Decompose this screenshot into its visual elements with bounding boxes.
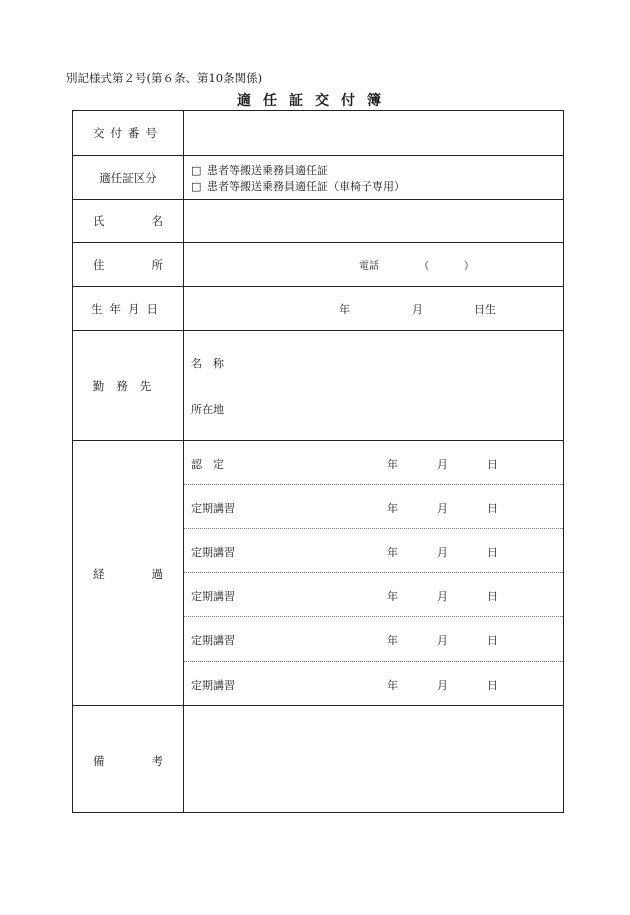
row-divider <box>73 286 563 287</box>
category-option-1-text: 患者等搬送乗務員適任証 <box>207 164 328 177</box>
label-char: 所 <box>151 258 163 272</box>
history-day-unit: 日 <box>487 502 498 515</box>
history-separator <box>184 661 563 662</box>
history-month-unit: 月 <box>437 634 448 647</box>
history-separator <box>184 616 563 617</box>
column-divider <box>183 111 184 812</box>
label-char: 氏 <box>93 214 105 228</box>
register-form <box>72 110 564 813</box>
label-char: 名 <box>151 214 163 228</box>
history-event: 定期講習 <box>191 546 235 559</box>
workplace-name-label: 名 称 <box>191 357 224 370</box>
row-divider <box>73 155 563 156</box>
history-month-unit: 月 <box>437 458 448 471</box>
history-day-unit: 日 <box>487 458 498 471</box>
birth-month-unit: 月 <box>412 303 423 316</box>
history-year-unit: 年 <box>387 502 398 515</box>
history-event: 定期講習 <box>191 679 235 692</box>
history-event: 定期講習 <box>191 502 235 515</box>
history-year-unit: 年 <box>387 590 398 603</box>
workplace-label: 勤務先 <box>92 379 164 393</box>
label-char: 住 <box>93 258 105 272</box>
history-day-unit: 日 <box>487 634 498 647</box>
label-char: 考 <box>151 754 163 768</box>
row-divider <box>73 440 563 441</box>
row-divider <box>73 199 563 200</box>
workplace-location-label: 所在地 <box>191 403 224 416</box>
row-divider <box>73 330 563 331</box>
birth-day-unit: 日生 <box>474 303 496 316</box>
label-char: 備 <box>93 754 105 768</box>
history-month-unit: 月 <box>437 502 448 515</box>
history-year-unit: 年 <box>387 634 398 647</box>
phone-label: 電話 <box>359 261 379 272</box>
row-divider <box>73 242 563 243</box>
certificate-category-label: 適任証区分 <box>99 171 157 185</box>
label-char: 過 <box>151 567 163 581</box>
birthdate-label: 生年月日 <box>91 302 165 316</box>
page-title: 適任証交付簿 <box>237 93 393 109</box>
remarks-label <box>73 753 183 769</box>
birth-year-unit: 年 <box>339 303 350 316</box>
phone-paren-open: （ <box>419 261 429 272</box>
history-month-unit: 月 <box>437 590 448 603</box>
history-day-unit: 日 <box>487 590 498 603</box>
checkbox-icon: □ <box>191 180 202 193</box>
category-option-2 <box>191 178 405 194</box>
history-day-unit: 日 <box>487 679 498 692</box>
history-month-unit: 月 <box>437 546 448 559</box>
address-label <box>73 257 183 273</box>
category-option-2-text: 患者等搬送乗務員適任証（車椅子専用） <box>207 180 405 193</box>
history-label <box>73 566 183 582</box>
label-char: 経 <box>93 567 105 581</box>
history-separator <box>184 528 563 529</box>
history-month-unit: 月 <box>437 679 448 692</box>
history-day-unit: 日 <box>487 546 498 559</box>
name-label <box>73 213 183 229</box>
phone-paren-close: ） <box>464 261 474 272</box>
form-reference: 別記様式第２号(第６条、第10条関係) <box>66 71 263 85</box>
issue-number-label: 交付番号 <box>93 126 163 140</box>
checkbox-icon: □ <box>191 164 202 177</box>
row-divider <box>73 705 563 706</box>
history-year-unit: 年 <box>387 458 398 471</box>
history-separator <box>184 572 563 573</box>
history-event: 定期講習 <box>191 590 235 603</box>
history-year-unit: 年 <box>387 679 398 692</box>
history-year-unit: 年 <box>387 546 398 559</box>
history-event: 定期講習 <box>191 634 235 647</box>
history-separator <box>184 484 563 485</box>
history-event: 認 定 <box>191 458 224 471</box>
category-option-1 <box>191 162 328 178</box>
